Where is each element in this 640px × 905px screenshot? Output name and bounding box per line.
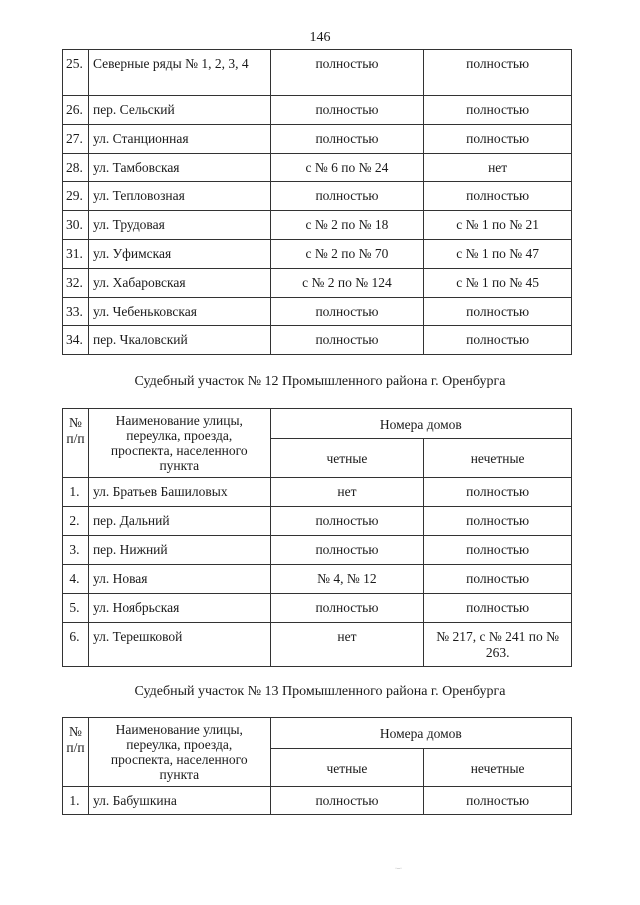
odd-houses: полностью bbox=[424, 182, 572, 211]
header-number: № п/п bbox=[63, 409, 89, 478]
odd-houses: полностью bbox=[424, 297, 572, 326]
odd-houses: с № 1 по № 45 bbox=[424, 268, 572, 297]
table-row bbox=[63, 182, 572, 211]
even-houses: нет bbox=[270, 623, 424, 667]
table-continuation bbox=[62, 49, 572, 355]
row-number: 27. bbox=[63, 124, 89, 153]
row-number: 26. bbox=[63, 96, 89, 125]
odd-houses: полностью bbox=[424, 96, 572, 125]
header-number: № п/п bbox=[63, 718, 89, 787]
even-houses: полностью bbox=[270, 594, 424, 623]
row-number: 6. bbox=[63, 623, 89, 667]
even-houses: полностью bbox=[270, 50, 424, 96]
street-name: ул. Трудовая bbox=[88, 211, 270, 240]
table-row bbox=[63, 623, 572, 667]
table-body bbox=[63, 478, 572, 667]
table-header bbox=[63, 409, 572, 478]
odd-houses: № 217, с № 241 по № 263. bbox=[424, 623, 572, 667]
even-houses: № 4, № 12 bbox=[270, 565, 424, 594]
odd-houses: полностью bbox=[424, 594, 572, 623]
street-name: пер. Сельский bbox=[88, 96, 270, 125]
row-number: 31. bbox=[63, 239, 89, 268]
street-name: ул. Чебеньковская bbox=[88, 297, 270, 326]
even-houses: полностью bbox=[270, 182, 424, 211]
row-number: 3. bbox=[63, 536, 89, 565]
row-number: 34. bbox=[63, 326, 89, 355]
row-number: 28. bbox=[63, 153, 89, 182]
even-houses: с № 6 по № 24 bbox=[270, 153, 424, 182]
header-even: четные bbox=[270, 439, 424, 478]
street-name: ул. Братьев Башиловых bbox=[88, 478, 270, 507]
odd-houses: с № 1 по № 21 bbox=[424, 211, 572, 240]
even-houses: с № 2 по № 18 bbox=[270, 211, 424, 240]
table-row bbox=[63, 326, 572, 355]
table-row bbox=[63, 594, 572, 623]
header-odd: нечетные bbox=[424, 439, 572, 478]
even-houses: полностью bbox=[270, 507, 424, 536]
table-row bbox=[63, 507, 572, 536]
even-houses: полностью bbox=[270, 124, 424, 153]
table-row bbox=[63, 211, 572, 240]
street-name: Северные ряды № 1, 2, 3, 4 bbox=[88, 50, 270, 96]
street-name: пер. Нижний bbox=[88, 536, 270, 565]
street-name: пер. Чкаловский bbox=[88, 326, 270, 355]
even-houses: полностью bbox=[270, 787, 424, 815]
odd-houses: полностью bbox=[424, 536, 572, 565]
row-number: 32. bbox=[63, 268, 89, 297]
even-houses: полностью bbox=[270, 326, 424, 355]
table-header bbox=[63, 718, 572, 787]
street-name: ул. Тепловозная bbox=[88, 182, 270, 211]
row-number: 29. bbox=[63, 182, 89, 211]
table-row bbox=[63, 565, 572, 594]
street-name: ул. Тамбовская bbox=[88, 153, 270, 182]
scan-artifact: ·–· bbox=[395, 866, 402, 872]
even-houses: с № 2 по № 70 bbox=[270, 239, 424, 268]
street-name: ул. Хабаровская bbox=[88, 268, 270, 297]
even-houses: полностью bbox=[270, 536, 424, 565]
odd-houses: полностью bbox=[424, 507, 572, 536]
odd-houses: полностью bbox=[424, 478, 572, 507]
odd-houses: полностью bbox=[424, 124, 572, 153]
row-number: 4. bbox=[63, 565, 89, 594]
header-even: четные bbox=[270, 749, 424, 787]
section-13-title: Судебный участок № 13 Промышленного района г. Оренбурга bbox=[134, 684, 506, 699]
row-number: 5. bbox=[63, 594, 89, 623]
table-row bbox=[63, 297, 572, 326]
table-section-13 bbox=[62, 717, 572, 815]
header-house-numbers: Номера домов bbox=[270, 718, 571, 749]
even-houses: нет bbox=[270, 478, 424, 507]
street-name: ул. Уфимская bbox=[88, 239, 270, 268]
street-name: ул. Бабушкина bbox=[88, 787, 270, 815]
header-street-name: Наименование улицы, переулка, проезда, проспекта, населенного пункта bbox=[88, 718, 270, 787]
section-12-title: Судебный участок № 12 Промышленного района г. Оренбурга bbox=[134, 374, 506, 389]
table-row bbox=[63, 268, 572, 297]
table-row bbox=[63, 96, 572, 125]
table-body bbox=[63, 787, 572, 815]
street-name: ул. Новая bbox=[88, 565, 270, 594]
table-section-12 bbox=[62, 408, 572, 667]
row-number: 1. bbox=[63, 787, 89, 815]
table-row bbox=[63, 478, 572, 507]
street-name: ул. Ноябрьская bbox=[88, 594, 270, 623]
table-row bbox=[63, 536, 572, 565]
odd-houses: с № 1 по № 47 bbox=[424, 239, 572, 268]
page-number: 146 bbox=[309, 30, 331, 45]
row-number: 25. bbox=[63, 50, 89, 96]
table-row bbox=[63, 124, 572, 153]
odd-houses: полностью bbox=[424, 326, 572, 355]
header-street-name: Наименование улицы, переулка, проезда, проспекта, населенного пункта bbox=[88, 409, 270, 478]
table-body bbox=[63, 50, 572, 355]
table-row bbox=[63, 239, 572, 268]
even-houses: с № 2 по № 124 bbox=[270, 268, 424, 297]
street-name: пер. Дальний bbox=[88, 507, 270, 536]
row-number: 33. bbox=[63, 297, 89, 326]
odd-houses: полностью bbox=[424, 787, 572, 815]
odd-houses: полностью bbox=[424, 50, 572, 96]
street-name: ул. Станционная bbox=[88, 124, 270, 153]
header-odd: нечетные bbox=[424, 749, 572, 787]
table-row bbox=[63, 50, 572, 96]
row-number: 1. bbox=[63, 478, 89, 507]
row-number: 2. bbox=[63, 507, 89, 536]
even-houses: полностью bbox=[270, 297, 424, 326]
row-number: 30. bbox=[63, 211, 89, 240]
even-houses: полностью bbox=[270, 96, 424, 125]
street-name: ул. Терешковой bbox=[88, 623, 270, 667]
table-row bbox=[63, 153, 572, 182]
header-house-numbers: Номера домов bbox=[270, 409, 571, 439]
table-row bbox=[63, 787, 572, 815]
odd-houses: полностью bbox=[424, 565, 572, 594]
odd-houses: нет bbox=[424, 153, 572, 182]
